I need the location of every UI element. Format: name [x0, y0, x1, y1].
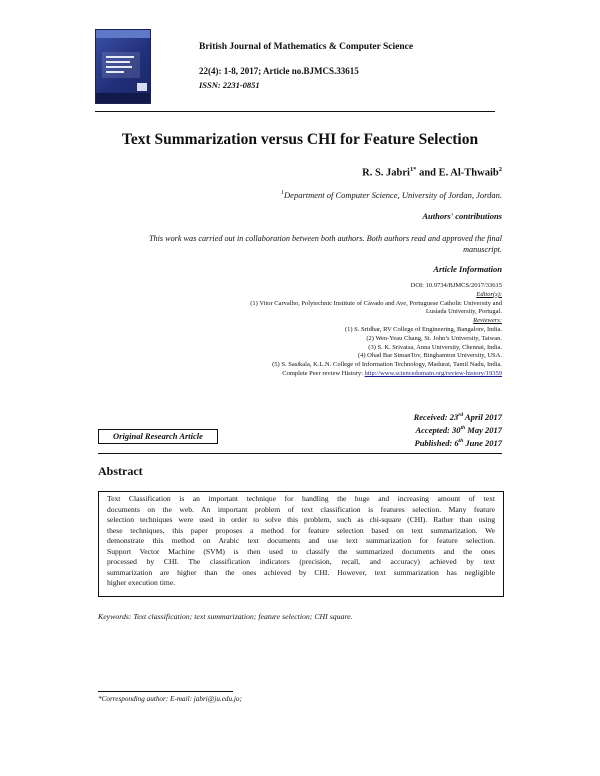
contributions-heading: Authors' contributions [422, 211, 502, 221]
section-divider [98, 453, 502, 454]
keywords: Keywords: Text classification; text summarization; feature selection; CHI square. [98, 612, 353, 621]
abstract-line: summarization are higher than the ones achieved by CHI. However, text summarization has negligible [107, 567, 495, 577]
reviewer-item: (3) S. K. Srivatsa, Anna University, Chennai, India. [368, 343, 502, 351]
affiliation-mark: 1 [281, 190, 285, 197]
footnote-rule [98, 691, 233, 692]
published-date: Published: 6th June 2017 [414, 437, 502, 448]
abstract-line: Support Vector Machine (SVM) is then used to classify the summarized documents and the ones [107, 546, 495, 556]
doi: DOI: 10.9734/BJMCS/2017/33615 [410, 282, 502, 289]
publication-dates [414, 410, 502, 448]
issn: ISSN: 2231-0851 [199, 80, 260, 90]
article-type-badge: Original Research Article [98, 429, 218, 444]
abstract-line: documents on the web. An important problem of text classification is features selection. Many feature [107, 504, 495, 514]
review-history-label: Complete Peer review History: [282, 369, 365, 377]
received-date: Received: 23rd April 2017 [413, 411, 502, 422]
editor-line: (1) Vitor Carvalho, Polytechnic Institute of Cávado and Ave, Portuguese Catholic University and [250, 299, 502, 307]
abstract-heading: Abstract [98, 464, 143, 478]
abstract-line: these techniques, this paper proposes a method for feature selection based on text summarization. We [107, 525, 495, 535]
contributions-line: This work was carried out in collaboration between both authors. Both authors read and approved the final [148, 234, 502, 243]
reviewer-item: (2) Wen-Yeau Chang, St. John’s University, Taiwan. [366, 334, 502, 342]
review-history [250, 370, 502, 379]
abstract-line: selection techniques were used in order to solve this problem, such as chi-square (CHI). Rather than using [107, 515, 495, 524]
editors-label: Editor(s): [476, 290, 502, 298]
author-2-mark: 2 [498, 166, 502, 173]
corresponding-author-footnote: *Corresponding author: E-mail: jabri@ju.edu.jo; [98, 695, 242, 703]
affiliation [281, 190, 502, 200]
author-2: and E. Al-Thwaib [416, 167, 499, 179]
abstract-line: demonstrate this method on Arabic text documents and use text summarization for feature selection. [107, 536, 495, 545]
article-info-block [250, 282, 502, 379]
reviewer-item: (4) Ohad Bar SimanTov, Binghamton University, USA. [357, 352, 502, 360]
reviewer-item: (5) S. Sasikala, K.L.N. College of Information Technology, Madurai, Tamil Nadu, India. [272, 361, 502, 369]
abstract-box [98, 491, 504, 597]
review-history-link[interactable]: http://www.sciencedomain.org/review-history/19359 [364, 369, 502, 377]
header-divider [95, 111, 495, 112]
contributions-line: manuscript. [463, 244, 502, 254]
journal-name: British Journal of Mathematics & Computer Science [199, 42, 414, 52]
affiliation-text: Department of Computer Science, University of Jordan, Jordan. [284, 190, 502, 200]
abstract-line: higher execution time. [107, 578, 176, 587]
author-list [362, 166, 502, 179]
article-info-heading: Article Information [433, 264, 502, 274]
paper-title: Text Summarization versus CHI for Feature Selection [121, 131, 479, 148]
reviewers-label: Reviewers: [473, 317, 502, 325]
volume-line: 22(4): 1-8, 2017; Article no.BJMCS.33615 [199, 66, 359, 76]
reviewer-item: (1) S. Sridhar, RV College of Engineering, Bangalore, India. [344, 325, 502, 333]
abstract-line: Text Classification is an important technique for handling the huge and increasing amount of text [107, 494, 495, 503]
editor-line: Lusíada University, Portugal. [425, 308, 502, 316]
accepted-date: Accepted: 30th May 2017 [415, 424, 502, 435]
abstract-line: processed by CHI. The classification indicators (precision, recall, and accuracy) achieved by text [107, 557, 495, 566]
journal-cover-image [95, 29, 151, 104]
author-1: R. S. Jabri [362, 167, 410, 179]
author-1-marks: 1* [409, 166, 417, 173]
contributions-text [82, 234, 502, 255]
